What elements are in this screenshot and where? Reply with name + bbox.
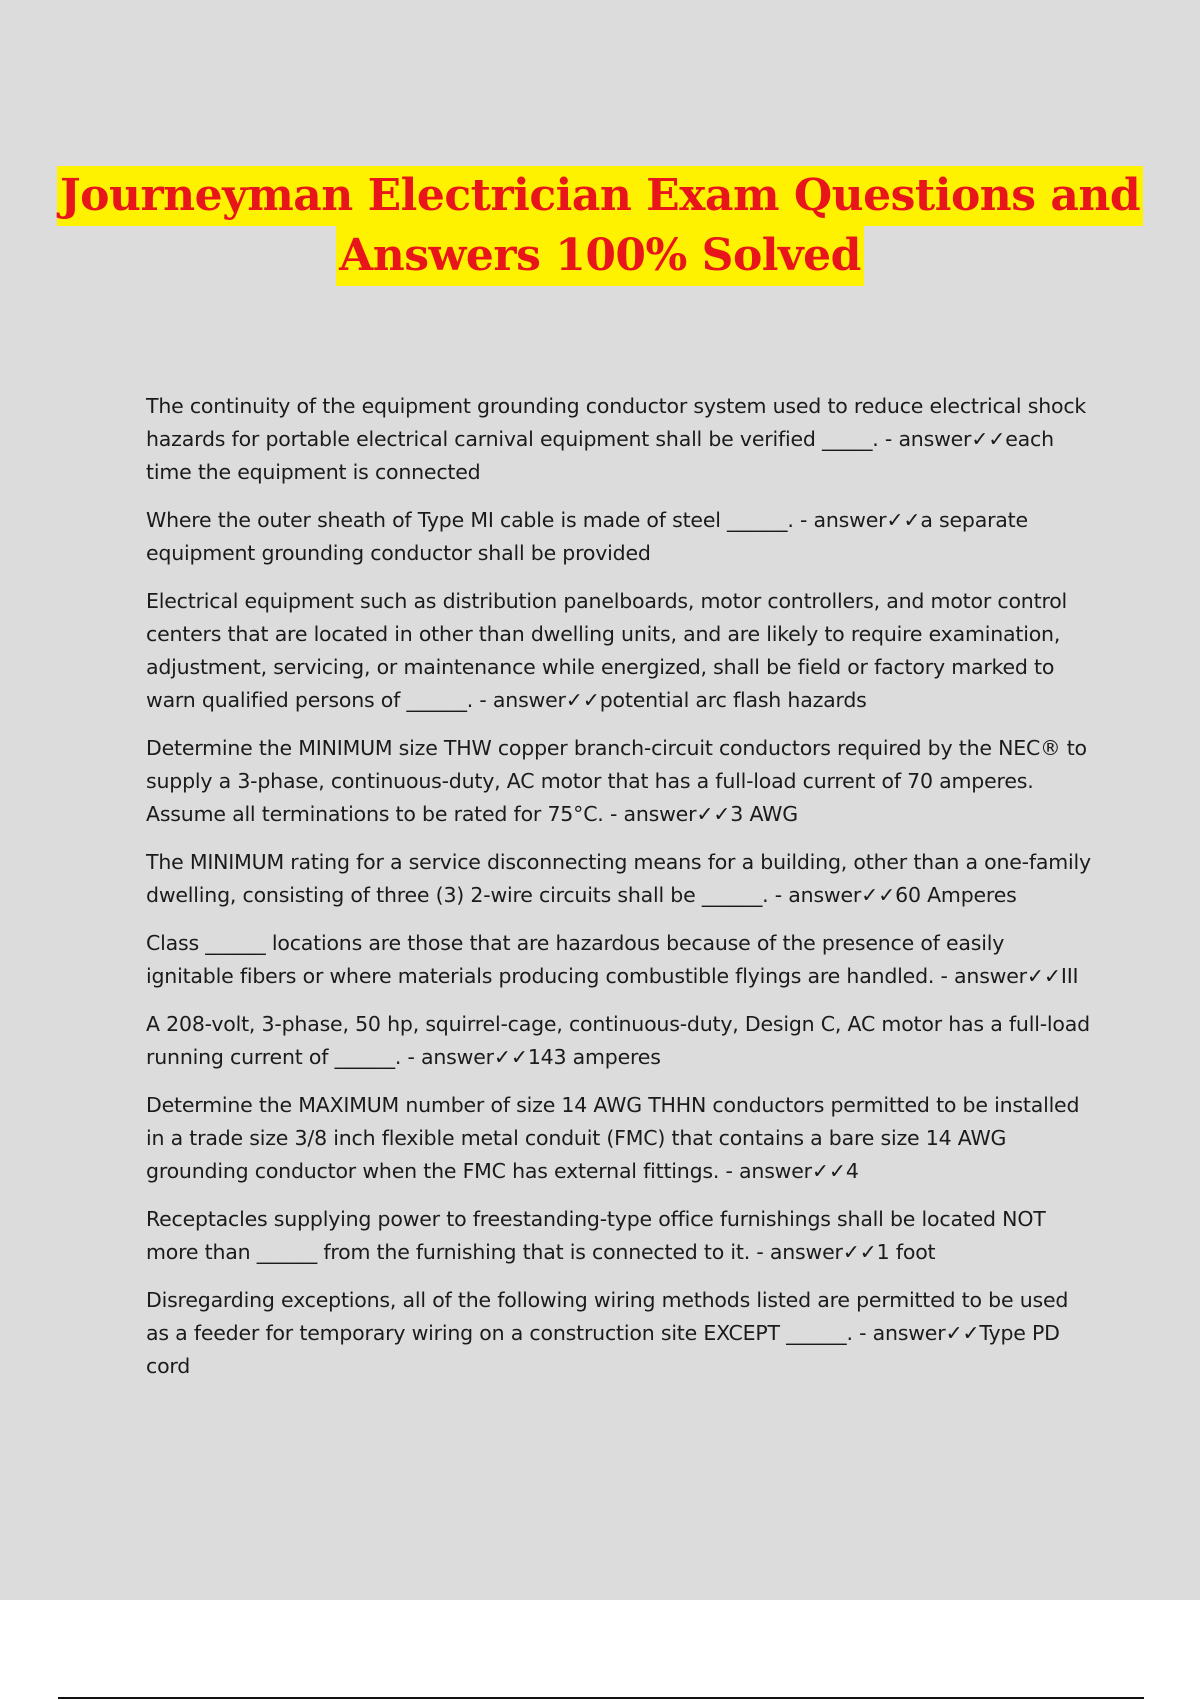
answer-separator: - answer✓✓ [473, 688, 600, 712]
question-text: Electrical equipment such as distribution panelboards, motor controllers, and motor control centers that are located in other than dwelling units, and are likely to require examination, adjustment, servicing, or maintenance while energized, shall be field or factory marked to warn qualified persons of ______. [146, 589, 1068, 712]
qa-item [146, 1089, 1096, 1188]
answer-text: Type PD cord [146, 1321, 1060, 1378]
question-text: The continuity of the equipment grounding conductor system used to reduce electrical shock hazards for portable electrical carnival equipment shall be verified _____. [146, 394, 1087, 451]
document-title [0, 166, 1200, 286]
title-line-2: Answers 100% Solved [336, 226, 864, 286]
answer-text: III [1060, 964, 1079, 988]
question-text: A 208-volt, 3-phase, 50 hp, squirrel-cage, continuous-duty, Design C, AC motor has a full-load running current of ______. [146, 1012, 1090, 1069]
question-text: The MINIMUM rating for a service disconnecting means for a building, other than a one-family dwelling, consisting of three (3) 2-wire circuits shall be ______. [146, 850, 1091, 907]
answer-text: a separate equipment grounding conductor shall be provided [146, 508, 1028, 565]
answer-separator: - answer✓✓ [719, 1159, 846, 1183]
answer-separator: - answer✓✓ [934, 964, 1061, 988]
qa-list [146, 390, 1096, 1398]
qa-item [146, 732, 1096, 831]
question-text: Class ______ locations are those that are hazardous because of the presence of easily ignitable fibers or where materials producing combustible flyings are handled. [146, 931, 1005, 988]
answer-text: 1 foot [876, 1240, 936, 1264]
page-bottom-rule [58, 1697, 1144, 1699]
question-text: Receptacles supplying power to freestanding-type office furnishings shall be located NOT more than ______ from the furnishing that is connected to it. [146, 1207, 1046, 1264]
answer-separator: - answer✓✓ [852, 1321, 980, 1345]
question-text: Determine the MINIMUM size THW copper branch-circuit conductors required by the NEC® to supply a 3-phase, continuous-duty, AC motor that has a full-load current of 70 amperes. Assume all terminations to be rated for 75°C. [146, 736, 1087, 826]
qa-item [146, 504, 1096, 570]
answer-text: each time the equipment is connected [146, 427, 1054, 484]
answer-text: 60 Amperes [895, 883, 1017, 907]
question-text: Where the outer sheath of Type MI cable is made of steel ______. [146, 508, 794, 532]
qa-item [146, 390, 1096, 489]
qa-item [146, 846, 1096, 912]
question-text: Determine the MAXIMUM number of size 14 AWG THHN conductors permitted to be installed in a trade size 3/8 inch flexible metal conduit (FMC) that contains a bare size 14 AWG grounding conductor when the FMC has external fittings. [146, 1093, 1080, 1183]
qa-item [146, 1008, 1096, 1074]
qa-item [146, 585, 1096, 717]
answer-text: 143 amperes [527, 1045, 661, 1069]
answer-separator: - answer✓✓ [750, 1240, 877, 1264]
qa-item [146, 1284, 1096, 1383]
answer-text: potential arc flash hazards [599, 688, 867, 712]
answer-separator: - answer✓✓ [793, 508, 921, 532]
answer-separator: - answer✓✓ [401, 1045, 528, 1069]
answer-text: 3 AWG [730, 802, 798, 826]
answer-separator: - answer✓✓ [603, 802, 731, 826]
answer-text: 4 [845, 1159, 859, 1183]
qa-item [146, 1203, 1096, 1269]
answer-separator: - answer✓✓ [878, 427, 1006, 451]
title-line-1: Journeyman Electrician Exam Questions and [57, 166, 1143, 226]
answer-separator: - answer✓✓ [768, 883, 896, 907]
question-text: Disregarding exceptions, all of the following wiring methods listed are permitted to be used as a feeder for temporary wiring on a construction site EXCEPT ______. [146, 1288, 1069, 1345]
qa-item [146, 927, 1096, 993]
